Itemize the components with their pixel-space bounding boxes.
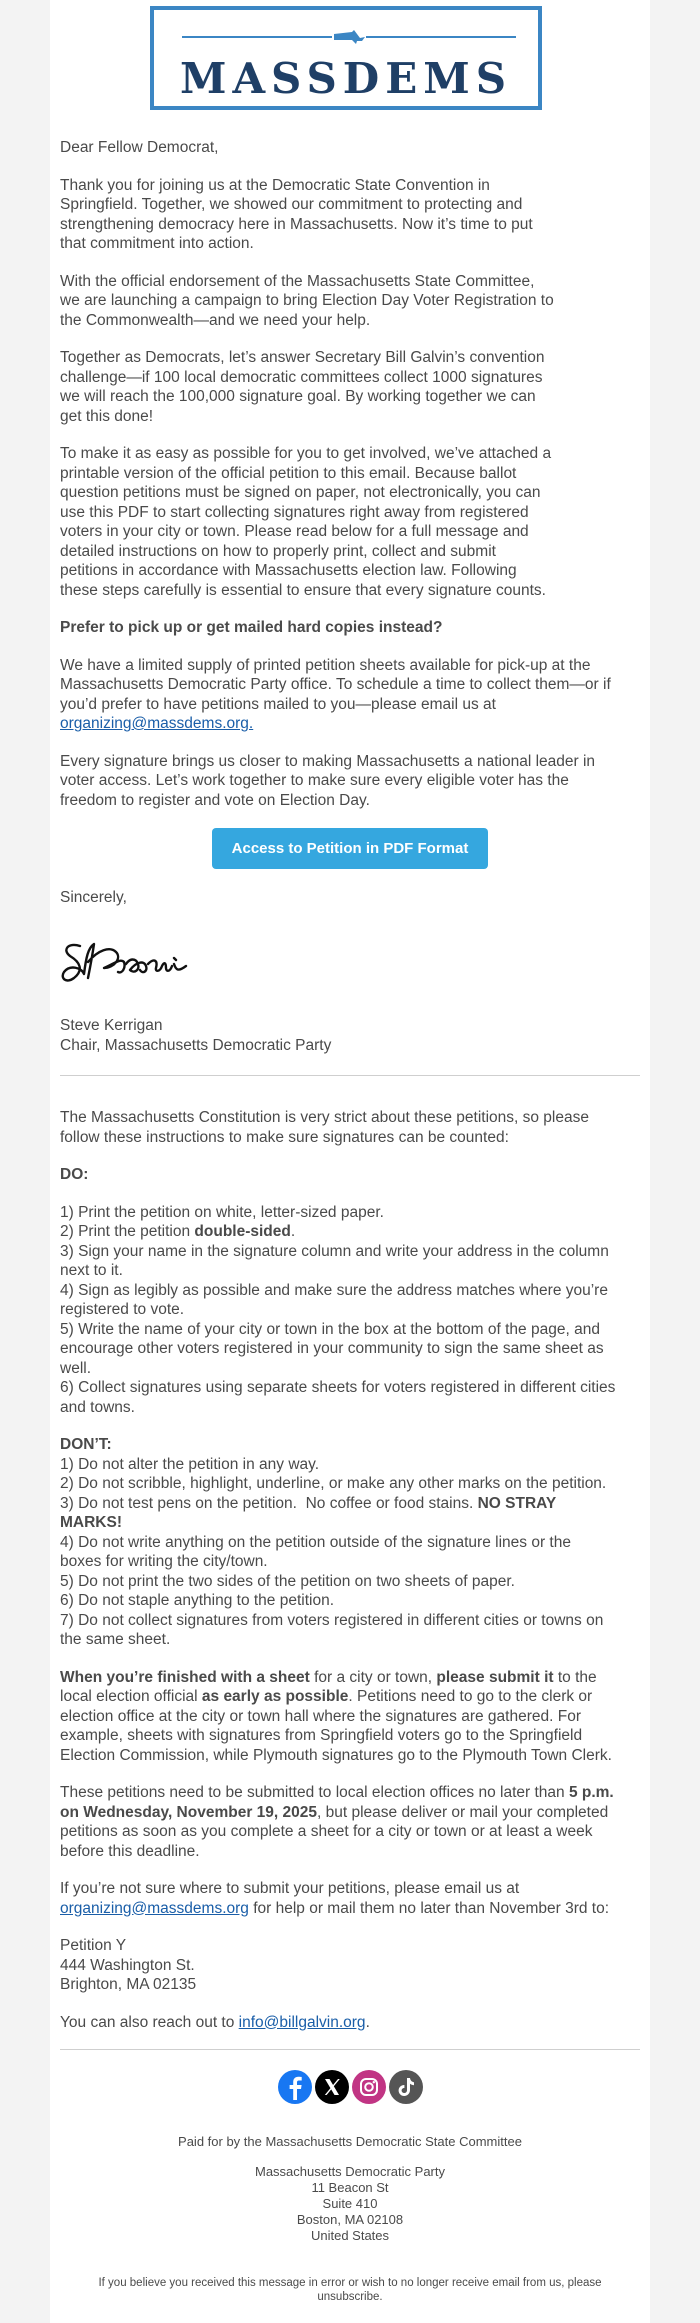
reach-out-text: You can also reach out to <box>60 2013 239 2031</box>
greeting: Dear Fellow Democrat, <box>60 139 219 156</box>
signature-name: Steve Kerrigan <box>60 1017 163 1034</box>
info-email-link[interactable]: info@billgalvin.org <box>238 2013 366 2031</box>
email-body <box>50 0 650 2323</box>
address-line: 444 Washington St. <box>60 1956 195 1974</box>
dont-item: 4) Do not write anything on the petition outside of the signature lines or the boxes for writing the city/town. <box>60 1533 571 1570</box>
divider <box>60 1075 640 1076</box>
signoff: Sincerely, <box>60 889 127 906</box>
social-links <box>278 2070 424 2108</box>
do-item: 3) Sign your name in the signature column and write your address in the column next to it. <box>60 1242 609 1279</box>
footer-org: Massachusetts Democratic Party <box>254 2164 445 2179</box>
submit-text: to the local election official <box>60 1668 597 1705</box>
submit-bold: as early as possible <box>201 1688 349 1705</box>
hard-copies-paragraph <box>60 656 640 734</box>
dont-list <box>60 1455 640 1650</box>
deadline-paragraph <box>60 1783 640 1861</box>
deadline-text: These petitions need to be submitted to local election offices no later than <box>60 1784 569 1801</box>
unsubscribe-notice[interactable]: If you believe you received this message in error or wish to no longer receive email from us, please unsubscribe. <box>98 2277 602 2303</box>
x-icon[interactable] <box>315 2070 349 2104</box>
submit-bold: When you’re finished with a sheet <box>60 1668 310 1686</box>
footer-suite: Suite 410 <box>322 2196 378 2211</box>
reach-out-text: . <box>365 2013 370 2031</box>
unsure-text: If you’re not sure where to submit your petitions, please email us at <box>60 1880 520 1897</box>
submit-bold: please submit it <box>436 1668 554 1686</box>
footer-country: United States <box>310 2228 390 2243</box>
dont-heading: DON’T: <box>60 1436 112 1453</box>
do-item <box>60 1222 640 1242</box>
signature-title: Chair, Massachusetts Democratic Party <box>60 1036 332 1054</box>
massdems-logo[interactable] <box>150 6 550 116</box>
organizing-email-link[interactable]: organizing@massdems.org. <box>60 715 254 732</box>
do-heading: DO: <box>60 1166 89 1183</box>
do-item-text: . <box>290 1223 296 1240</box>
mail-address <box>60 1936 640 1995</box>
paragraph-thank-you: Thank you for joining us at the Democratic State Convention in Springfield. Together, we showed our commitment to protecting and strengthening democracy here in Massachusetts. Now it’s time to put that commitment into action. <box>60 176 533 252</box>
unsure-paragraph <box>60 1879 640 1918</box>
footer-city: Boston, MA 02108 <box>296 2212 404 2227</box>
signoff-block <box>60 888 640 926</box>
cta-wrapper <box>50 828 650 869</box>
unsure-text: for help or mail them no later than November 3rd to: <box>248 1899 610 1917</box>
massachusetts-state-icon <box>332 26 366 46</box>
deadline-text: , but please deliver or mail your completed petitions as soon as you complete a sheet for a city or town or at least a week before this deadline. <box>60 1803 609 1860</box>
do-list <box>60 1203 640 1418</box>
submit-text: . Petitions need to go to the clerk or election office at the city or town hall where the signatures are gathered. For example, sheets with signatures from Springfield voters go to the Springfield Election Commission, while Plymouth signatures go to the Plymouth Town Clerk. <box>60 1688 612 1764</box>
do-item: 1) Print the petition on white, letter-sized paper. <box>60 1203 384 1221</box>
address-line: Petition Y <box>60 1937 127 1954</box>
logo-line-right <box>366 36 516 38</box>
closing-paragraph: Every signature brings us closer to making Massachusetts a national leader in voter access. Let’s work together to make sure every eligible voter has the freedom to register and vote on Election Day. <box>60 752 596 809</box>
address-line: Brighton, MA 02135 <box>60 1976 197 1993</box>
submit-text: for a city or town, <box>309 1668 437 1686</box>
facebook-icon[interactable] <box>278 2070 312 2104</box>
hard-copies-heading: Prefer to pick up or get mailed hard copies instead? <box>60 619 443 636</box>
dont-item-bold: NO STRAY MARKS! <box>60 1494 557 1531</box>
instagram-icon[interactable] <box>352 2070 386 2104</box>
dont-item: 2) Do not scribble, highlight, underline, or make any other marks on the petition. <box>60 1475 607 1492</box>
do-item: 4) Sign as legibly as possible and make sure the address matches where you’re registered to vote. <box>60 1281 608 1318</box>
dont-item <box>60 1494 640 1533</box>
paragraph-challenge: Together as Democrats, let’s answer Secretary Bill Galvin’s convention challenge—if 100 local democratic committees collect 1000 signatures we will reach the 100,000 signature goal. By working together we can get this done! <box>60 349 545 425</box>
do-item-bold: double-sided <box>194 1223 291 1240</box>
dont-item: 5) Do not print the two sides of the petition on two sheets of paper. <box>60 1572 515 1590</box>
deadline-bold: 5 p.m. on Wednesday, November 19, 2025 <box>60 1784 614 1821</box>
submit-paragraph <box>60 1668 640 1766</box>
footer <box>50 2134 650 2304</box>
logo-text: MASSDEMS <box>179 54 513 103</box>
do-item: 6) Collect signatures using separate sheets for voters registered in different cities and towns. <box>60 1379 616 1416</box>
reach-out-paragraph <box>60 2013 640 2033</box>
hard-copies-text: We have a limited supply of printed petition sheets available for pick-up at the Massachusetts Democratic Party office. To schedule a time to collect them—or if you’d prefer to have petitions mailed to you—please email us at <box>60 656 611 713</box>
letter-body <box>60 138 640 828</box>
logo-line-left <box>182 36 332 38</box>
do-item: 5) Write the name of your city or town in the box at the bottom of the page, and encourage other voters registered in your community to sign the same sheet as well. <box>60 1320 604 1377</box>
signature-image <box>58 928 208 998</box>
dont-item: 7) Do not collect signatures from voters registered in different cities or towns on the same sheet. <box>60 1611 604 1648</box>
tiktok-icon[interactable] <box>389 2070 423 2104</box>
paid-for-notice: Paid for by the Massachusetts Democratic State Committee <box>178 2134 522 2149</box>
instructions-intro: The Massachusetts Constitution is very strict about these petitions, so please follow these instructions to make sure signatures can be counted: <box>60 1109 589 1146</box>
access-petition-pdf-button[interactable]: Access to Petition in PDF Format <box>212 828 489 869</box>
dont-item: 6) Do not staple anything to the petition. <box>60 1592 335 1609</box>
logo-border <box>150 6 542 110</box>
paragraph-endorsement: With the official endorsement of the Massachusetts State Committee, we are launching a campaign to bring Election Day Voter Registration to the Commonwealth—and we need your help. <box>60 272 554 329</box>
instructions <box>60 1108 640 2050</box>
signature-block <box>60 1016 640 1055</box>
do-item-text: 2) Print the petition <box>60 1223 195 1240</box>
organizing-email-link[interactable]: organizing@massdems.org <box>60 1899 249 1917</box>
dont-item: 1) Do not alter the petition in any way. <box>60 1455 320 1473</box>
paragraph-attachment: To make it as easy as possible for you to get involved, we’ve attached a printable version of the official petition to this email. Because ballot question petitions must be signed on paper, not electronically, you can use this PDF to start collecting signatures right away from registered voters in your city or town. Please read below for a full message and detailed instructions on how to properly print, collect and submit petitions in accordance with Massachusetts election law. Following these steps carefully is essential to ensure that every signature counts. <box>60 445 552 599</box>
dont-item-text: 3) Do not test pens on the petition. No coffee or food stains. <box>60 1494 478 1512</box>
footer-street: 11 Beacon St <box>311 2180 389 2195</box>
footer-divider <box>60 2049 640 2050</box>
